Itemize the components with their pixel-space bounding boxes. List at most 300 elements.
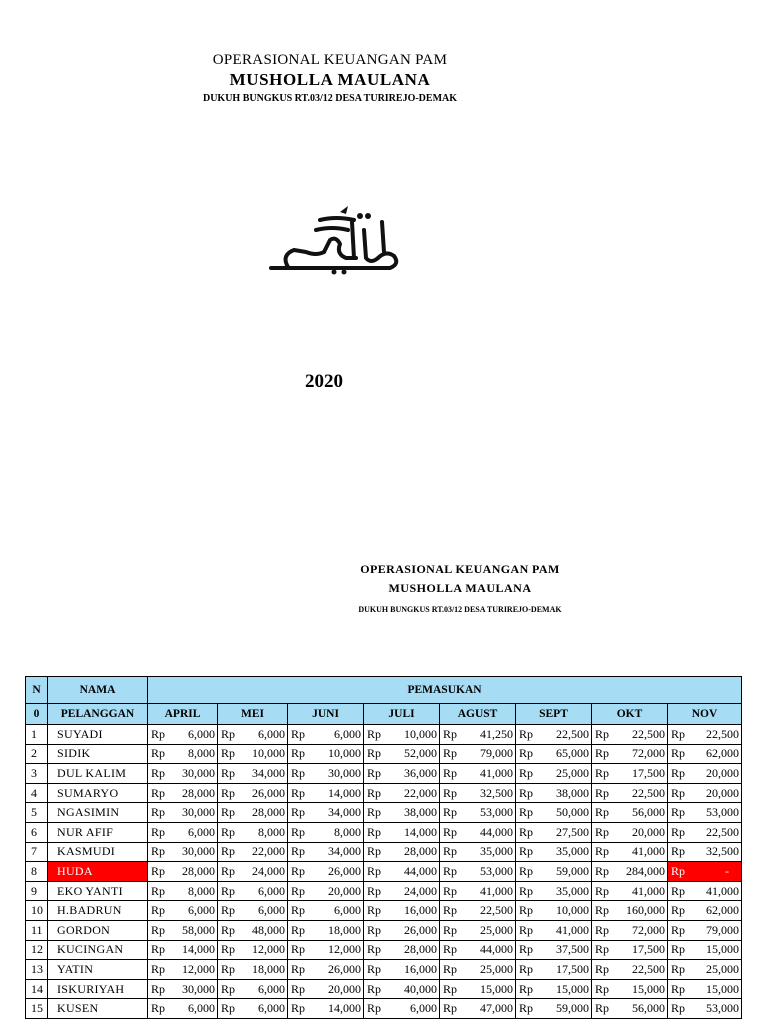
amount-value: 25,000 (556, 765, 589, 780)
amount-cell (668, 940, 742, 960)
group-header-pemasukan: PEMASUKAN (148, 677, 742, 704)
amount-cell (218, 822, 288, 842)
currency-label: Rp (595, 961, 610, 976)
amount-value: 62,000 (706, 746, 739, 761)
amount-cell (440, 979, 516, 999)
table-row (26, 940, 742, 960)
amount-value: 6,000 (258, 1001, 285, 1016)
currency-label: Rp (151, 844, 166, 859)
table-header-line1: OPERASIONAL KEUANGAN PAM (360, 562, 560, 576)
amount-value: 22,500 (556, 726, 589, 741)
amount-cell (592, 783, 668, 803)
currency-label: Rp (671, 785, 686, 800)
table-row (26, 920, 742, 940)
amount-cell (440, 960, 516, 980)
amount-cell (592, 862, 668, 882)
amount-cell (288, 803, 364, 823)
amount-value: 30,000 (182, 805, 215, 820)
customer-name: YATIN (48, 960, 148, 980)
amount-value: 8,000 (188, 746, 215, 761)
row-number: 4 (26, 783, 48, 803)
amount-value: 10,000 (404, 726, 437, 741)
amount-value: 15,000 (632, 981, 665, 996)
amount-cell (592, 764, 668, 784)
currency-label: Rp (443, 1001, 458, 1016)
amount-value: 53,000 (480, 863, 513, 878)
currency-label: Rp (595, 726, 610, 741)
amount-value: 30,000 (182, 765, 215, 780)
currency-label: Rp (519, 981, 534, 996)
amount-value: 15,000 (706, 981, 739, 996)
amount-value: 6,000 (188, 824, 215, 839)
currency-label: Rp (595, 922, 610, 937)
amount-value: 34,000 (328, 844, 361, 859)
currency-label: Rp (367, 726, 382, 741)
month-header-agust: AGUST (440, 704, 516, 725)
month-header-okt: OKT (592, 704, 668, 725)
amount-cell (364, 822, 440, 842)
amount-value: 14,000 (328, 785, 361, 800)
currency-label: Rp (151, 883, 166, 898)
currency-label: Rp (519, 805, 534, 820)
amount-value: 17,500 (632, 942, 665, 957)
currency-label: Rp (443, 981, 458, 996)
month-header-sept: SEPT (516, 704, 592, 725)
table-row (26, 764, 742, 784)
amount-cell (148, 979, 218, 999)
row-number: 14 (26, 979, 48, 999)
amount-value: 28,000 (404, 844, 437, 859)
amount-value: 41,000 (632, 883, 665, 898)
amount-value: 6,000 (188, 726, 215, 741)
currency-label: Rp (221, 805, 236, 820)
amount-value: 6,000 (188, 903, 215, 918)
currency-label: Rp (443, 883, 458, 898)
amount-value: 20,000 (706, 765, 739, 780)
currency-label: Rp (367, 922, 382, 937)
currency-label: Rp (367, 883, 382, 898)
amount-value: 26,000 (328, 961, 361, 976)
amount-value: 56,000 (632, 805, 665, 820)
currency-label: Rp (291, 863, 306, 878)
amount-value: 41,000 (480, 883, 513, 898)
currency-label: Rp (519, 824, 534, 839)
amount-value: 53,000 (706, 1001, 739, 1016)
amount-value: 22,500 (706, 726, 739, 741)
amount-value: 48,000 (252, 922, 285, 937)
amount-cell (148, 842, 218, 862)
amount-cell (440, 725, 516, 745)
table-header-line3: DUKUH BUNGKUS RT.03/12 DESA TURIREJO-DEMAK (358, 605, 562, 614)
amount-cell (516, 920, 592, 940)
currency-label: Rp (291, 785, 306, 800)
table-row (26, 744, 742, 764)
amount-value: 14,000 (182, 942, 215, 957)
table-row (26, 901, 742, 921)
customer-name: GORDON (48, 920, 148, 940)
currency-label: Rp (367, 824, 382, 839)
customer-name: DUL KALIM (48, 764, 148, 784)
currency-label: Rp (671, 863, 686, 878)
row-number: 5 (26, 803, 48, 823)
amount-value: 6,000 (334, 903, 361, 918)
month-header-mei: MEI (218, 704, 288, 725)
amount-value: 35,000 (556, 844, 589, 859)
amount-cell (148, 901, 218, 921)
amount-value: 35,000 (556, 883, 589, 898)
amount-value: 37,500 (556, 942, 589, 957)
amount-value: 41,250 (480, 726, 513, 741)
amount-cell (668, 764, 742, 784)
currency-label: Rp (151, 824, 166, 839)
currency-label: Rp (367, 942, 382, 957)
currency-label: Rp (595, 1001, 610, 1016)
amount-value: 24,000 (404, 883, 437, 898)
amount-value: 34,000 (328, 805, 361, 820)
table-row (26, 862, 742, 882)
amount-cell (148, 999, 218, 1019)
currency-label: Rp (291, 961, 306, 976)
amount-value: 6,000 (258, 883, 285, 898)
amount-value: 10,000 (556, 903, 589, 918)
amount-cell (440, 764, 516, 784)
currency-label: Rp (671, 961, 686, 976)
amount-value: 16,000 (404, 903, 437, 918)
amount-cell (592, 920, 668, 940)
amount-cell (516, 999, 592, 1019)
amount-value: 41,000 (706, 883, 739, 898)
customer-name: KUCINGAN (48, 940, 148, 960)
amount-value: 32,500 (706, 844, 739, 859)
amount-value: 28,000 (182, 785, 215, 800)
amount-cell (668, 842, 742, 862)
amount-value: 20,000 (328, 981, 361, 996)
amount-cell (364, 803, 440, 823)
currency-label: Rp (221, 726, 236, 741)
currency-label: Rp (151, 903, 166, 918)
amount-cell (516, 940, 592, 960)
amount-value: 12,000 (182, 961, 215, 976)
amount-cell (148, 744, 218, 764)
currency-label: Rp (671, 922, 686, 937)
row-number: 10 (26, 901, 48, 921)
amount-value: 50,000 (556, 805, 589, 820)
currency-label: Rp (151, 942, 166, 957)
table-row (26, 979, 742, 999)
amount-cell (288, 940, 364, 960)
amount-value: 22,500 (632, 785, 665, 800)
row-number: 12 (26, 940, 48, 960)
currency-label: Rp (443, 746, 458, 761)
amount-cell (592, 744, 668, 764)
month-header-nov: NOV (668, 704, 742, 725)
amount-cell (668, 744, 742, 764)
amount-cell (288, 920, 364, 940)
currency-label: Rp (221, 746, 236, 761)
currency-label: Rp (367, 844, 382, 859)
currency-label: Rp (151, 785, 166, 800)
col-no-header-bottom: 0 (26, 704, 48, 725)
amount-value: 47,000 (480, 1001, 513, 1016)
currency-label: Rp (443, 844, 458, 859)
currency-label: Rp (443, 726, 458, 741)
row-number: 11 (26, 920, 48, 940)
top-header (130, 52, 530, 104)
amount-value: 10,000 (328, 746, 361, 761)
amount-value: 6,000 (258, 726, 285, 741)
amount-cell (668, 920, 742, 940)
amount-cell (440, 803, 516, 823)
amount-cell (288, 999, 364, 1019)
amount-cell (218, 920, 288, 940)
currency-label: Rp (671, 746, 686, 761)
amount-value: 35,000 (480, 844, 513, 859)
amount-value: 41,000 (632, 844, 665, 859)
amount-cell (148, 960, 218, 980)
amount-cell (364, 744, 440, 764)
amount-value: 25,000 (706, 961, 739, 976)
row-number: 7 (26, 842, 48, 862)
amount-cell (148, 940, 218, 960)
amount-value: 62,000 (706, 903, 739, 918)
amount-value: 79,000 (480, 746, 513, 761)
amount-cell (364, 764, 440, 784)
currency-label: Rp (519, 1001, 534, 1016)
table-header-line2: MUSHOLLA MAULANA (388, 581, 532, 595)
currency-label: Rp (367, 903, 382, 918)
amount-cell (592, 901, 668, 921)
amount-value: 58,000 (182, 922, 215, 937)
row-number: 13 (26, 960, 48, 980)
currency-label: Rp (671, 1001, 686, 1016)
currency-label: Rp (671, 942, 686, 957)
currency-label: Rp (291, 903, 306, 918)
amount-cell (218, 764, 288, 784)
amount-value: 6,000 (334, 726, 361, 741)
amount-value: 284,000 (626, 863, 665, 878)
amount-value: 44,000 (480, 942, 513, 957)
amount-value: 22,000 (252, 844, 285, 859)
currency-label: Rp (221, 863, 236, 878)
currency-label: Rp (151, 922, 166, 937)
amount-cell (668, 725, 742, 745)
top-header-line3: DUKUH BUNGKUS RT.03/12 DESA TURIREJO-DEMAK (202, 93, 458, 104)
top-header-line1: OPERASIONAL KEUANGAN PAM (212, 52, 448, 68)
amount-value: 8,000 (334, 824, 361, 839)
month-header-juli: JULI (364, 704, 440, 725)
amount-value: 20,000 (328, 883, 361, 898)
amount-value: 18,000 (252, 961, 285, 976)
table-row (26, 842, 742, 862)
col-name-header-top: NAMA (48, 677, 148, 704)
currency-label: Rp (291, 746, 306, 761)
currency-label: Rp (443, 765, 458, 780)
currency-label: Rp (221, 961, 236, 976)
amount-value: 160,000 (626, 903, 665, 918)
amount-cell (668, 803, 742, 823)
currency-label: Rp (671, 883, 686, 898)
amount-value: 25,000 (480, 961, 513, 976)
amount-cell (288, 862, 364, 882)
amount-value: 56,000 (632, 1001, 665, 1016)
amount-cell (218, 940, 288, 960)
amount-cell (288, 764, 364, 784)
currency-label: Rp (671, 824, 686, 839)
currency-label: Rp (671, 805, 686, 820)
row-number: 2 (26, 744, 48, 764)
amount-cell (592, 979, 668, 999)
currency-label: Rp (595, 824, 610, 839)
currency-label: Rp (595, 883, 610, 898)
amount-cell (364, 920, 440, 940)
amount-value: 44,000 (480, 824, 513, 839)
amount-cell (592, 960, 668, 980)
currency-label: Rp (519, 785, 534, 800)
top-header-line2: MUSHOLLA MAULANA (229, 70, 431, 89)
amount-value: 40,000 (404, 981, 437, 996)
currency-label: Rp (519, 922, 534, 937)
amount-cell (218, 862, 288, 882)
amount-value: 12,000 (252, 942, 285, 957)
amount-value: 26,000 (252, 785, 285, 800)
amount-value: 15,000 (480, 981, 513, 996)
amount-cell (364, 842, 440, 862)
amount-cell (668, 862, 742, 882)
row-number: 1 (26, 725, 48, 745)
currency-label: Rp (595, 981, 610, 996)
amount-value: 28,000 (182, 863, 215, 878)
amount-value: 22,500 (632, 726, 665, 741)
amount-cell (218, 901, 288, 921)
col-no-header-top: N (26, 677, 48, 704)
amount-value: 22,500 (706, 824, 739, 839)
amount-value: 14,000 (404, 824, 437, 839)
amount-cell (288, 725, 364, 745)
income-table (25, 676, 742, 1019)
customer-name: NGASIMIN (48, 803, 148, 823)
amount-value: 17,500 (632, 765, 665, 780)
amount-cell (288, 979, 364, 999)
amount-value: 6,000 (258, 981, 285, 996)
amount-cell (288, 960, 364, 980)
amount-cell (516, 822, 592, 842)
currency-label: Rp (519, 863, 534, 878)
table-row (26, 822, 742, 842)
currency-label: Rp (443, 863, 458, 878)
amount-value: 24,000 (252, 863, 285, 878)
amount-cell (668, 901, 742, 921)
row-number: 8 (26, 862, 48, 882)
amount-cell (148, 783, 218, 803)
currency-label: Rp (443, 922, 458, 937)
amount-cell (516, 764, 592, 784)
amount-cell (440, 822, 516, 842)
amount-value: 34,000 (252, 765, 285, 780)
amount-value: 20,000 (632, 824, 665, 839)
amount-value: 12,000 (328, 942, 361, 957)
amount-value: 17,500 (556, 961, 589, 976)
amount-cell (364, 979, 440, 999)
amount-cell (148, 822, 218, 842)
amount-value: 22,000 (404, 785, 437, 800)
currency-label: Rp (519, 746, 534, 761)
amount-cell (440, 744, 516, 764)
amount-value: 53,000 (706, 805, 739, 820)
amount-value: 14,000 (328, 1001, 361, 1016)
customer-name: SUMARYO (48, 783, 148, 803)
currency-label: Rp (443, 785, 458, 800)
currency-label: Rp (595, 863, 610, 878)
amount-cell (440, 862, 516, 882)
row-number: 3 (26, 764, 48, 784)
amount-value: 8,000 (188, 883, 215, 898)
table-row (26, 725, 742, 745)
amount-cell (218, 979, 288, 999)
currency-label: Rp (519, 903, 534, 918)
amount-cell (218, 960, 288, 980)
amount-value: 65,000 (556, 746, 589, 761)
amount-value: 30,000 (328, 765, 361, 780)
currency-label: Rp (367, 765, 382, 780)
amount-cell (148, 920, 218, 940)
currency-label: Rp (291, 1001, 306, 1016)
amount-cell (364, 999, 440, 1019)
currency-label: Rp (291, 765, 306, 780)
amount-cell (364, 783, 440, 803)
currency-label: Rp (151, 746, 166, 761)
amount-cell (288, 842, 364, 862)
table-row (26, 960, 742, 980)
row-number: 15 (26, 999, 48, 1019)
currency-label: Rp (221, 785, 236, 800)
amount-value: 16,000 (404, 961, 437, 976)
amount-cell (218, 783, 288, 803)
currency-label: Rp (221, 922, 236, 937)
table-row (26, 881, 742, 901)
amount-cell (668, 783, 742, 803)
amount-value: 26,000 (328, 863, 361, 878)
currency-label: Rp (151, 981, 166, 996)
table-row (26, 999, 742, 1019)
currency-label: Rp (291, 726, 306, 741)
currency-label: Rp (595, 805, 610, 820)
amount-value: 38,000 (556, 785, 589, 800)
customer-name: SUYADI (48, 725, 148, 745)
currency-label: Rp (291, 922, 306, 937)
currency-label: Rp (519, 883, 534, 898)
amount-value: 30,000 (182, 981, 215, 996)
currency-label: Rp (291, 942, 306, 957)
currency-label: Rp (151, 1001, 166, 1016)
row-number: 9 (26, 881, 48, 901)
currency-label: Rp (671, 726, 686, 741)
customer-name: EKO YANTI (48, 881, 148, 901)
amount-value: 30,000 (182, 844, 215, 859)
currency-label: Rp (519, 844, 534, 859)
amount-value: 18,000 (328, 922, 361, 937)
currency-label: Rp (291, 883, 306, 898)
currency-label: Rp (595, 785, 610, 800)
amount-value: 44,000 (404, 863, 437, 878)
currency-label: Rp (221, 981, 236, 996)
currency-label: Rp (151, 765, 166, 780)
amount-cell (440, 842, 516, 862)
amount-value: 6,000 (410, 1001, 437, 1016)
currency-label: Rp (519, 942, 534, 957)
currency-label: Rp (595, 903, 610, 918)
customer-name: SIDIK (48, 744, 148, 764)
amount-cell (668, 822, 742, 842)
